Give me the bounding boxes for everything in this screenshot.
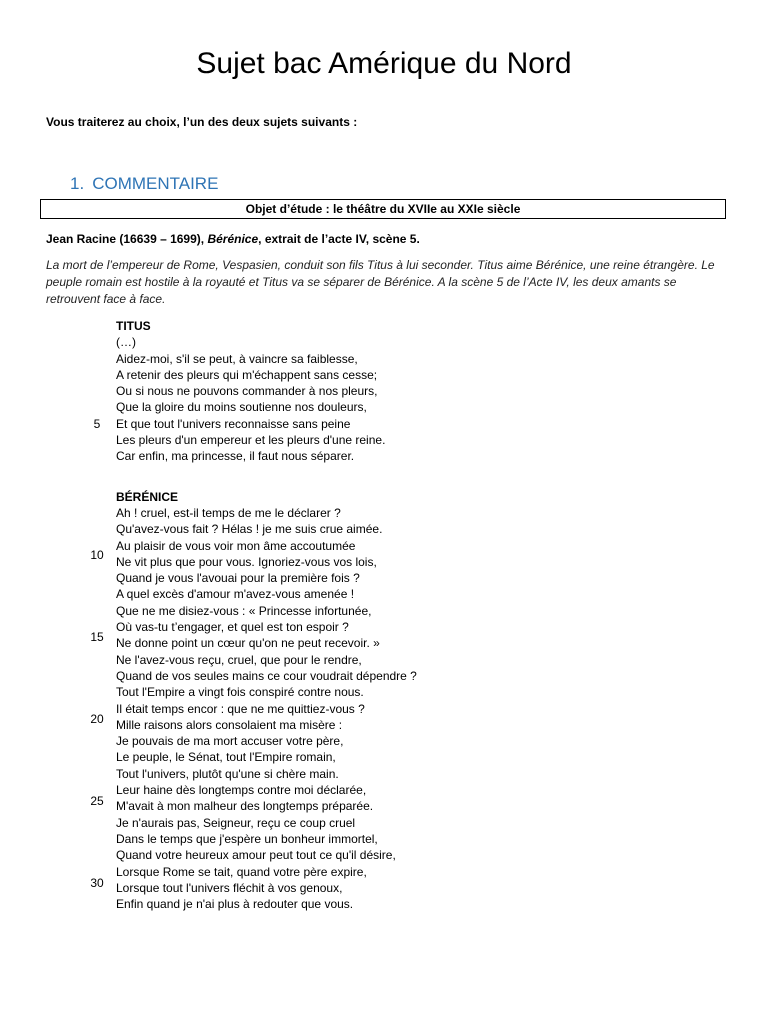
verse-line: Je pouvais de ma mort accuser votre père,	[116, 734, 344, 749]
verse-line: Quand votre heureux amour peut tout ce qu'il désire,	[116, 848, 396, 863]
summary-paragraph: La mort de l’empereur de Rome, Vespasien, conduit son fils Titus à lui seconder. Titus aime Bérénice, une reine étrangère. Le peuple romain est hostile à la royauté et Titus va se séparer de Bérénice. A la scène 5 de l’Acte IV, les deux amants se retrouvent face à face.	[46, 258, 715, 306]
verse-line: Qu'avez-vous fait ? Hélas ! je me suis crue aimée.	[116, 522, 383, 537]
berenice-block	[116, 489, 417, 913]
verse-line: (…)	[116, 335, 136, 350]
line-number: 10	[90, 548, 104, 562]
verse-line: Ne donne point un cœur qu'on ne peut recevoir. »	[116, 636, 380, 651]
verse-line: A quel excès d'amour m'avez-vous amenée !	[116, 587, 355, 602]
verse-line: Mille raisons alors consolaient ma misère :	[116, 717, 343, 732]
verse-line: Quand de vos seules mains ce cour voudrait dépendre ?	[116, 668, 417, 683]
verse-line: M'avait à mon malheur des longtemps préparée.	[116, 799, 374, 814]
verse-line: Ou si nous ne pouvons commander à nos pleurs,	[116, 384, 378, 399]
intro-text: Vous traiterez au choix, l’un des deux sujets suivants :	[46, 115, 358, 129]
verse-line: Au plaisir de vous voir mon âme accoutumée	[116, 538, 356, 553]
source-work-title: Bérénice	[207, 232, 259, 246]
verse-line: Les pleurs d'un empereur et les pleurs d'une reine.	[116, 433, 386, 448]
speaker-name: TITUS	[116, 319, 151, 333]
line-number: 20	[90, 712, 104, 726]
verse-line: Tout l'univers, plutôt qu'une si chère main.	[116, 766, 339, 781]
source-excerpt-info: , extrait de l’acte IV, scène 5.	[258, 232, 420, 246]
verse-line: Ne vit plus que pour vous. Ignoriez-vous vos lois,	[116, 554, 377, 569]
source-reference	[46, 231, 420, 247]
verse-line: Le peuple, le Sénat, tout l'Empire romain,	[116, 750, 336, 765]
verse-line: Il était temps encor : que ne me quittiez-vous ?	[116, 701, 365, 716]
verse-line: Tout l'Empire a vingt fois conspiré contre nous.	[116, 685, 364, 700]
line-number: 25	[90, 794, 104, 808]
verse-line: Quand je vous l'avouai pour la première fois ?	[116, 571, 360, 586]
verse-line: Ne l'avez-vous reçu, cruel, que pour le rendre,	[116, 652, 362, 667]
verse-line: A retenir des pleurs qui m'échappent sans cesse;	[116, 367, 378, 382]
verse-line: Dans le temps que j'espère un bonheur immortel,	[116, 831, 378, 846]
section-number: 1.	[70, 174, 85, 193]
verse-line: Enfin quand je n'ai plus à redouter que vous.	[116, 897, 354, 912]
study-object-text: Objet d’étude : le théâtre du XVIIe au XXIe siècle	[245, 202, 521, 216]
page-title: Sujet bac Amérique du Nord	[196, 47, 572, 80]
line-number: 30	[90, 876, 104, 890]
study-object-box	[40, 199, 726, 219]
poem-text	[116, 318, 417, 912]
verse-line: Que la gloire du moins soutienne nos douleurs,	[116, 400, 367, 415]
verse-line: Ah ! cruel, est-il temps de me le déclarer ?	[116, 505, 341, 520]
verse-line: Car enfin, ma princesse, il faut nous séparer.	[116, 449, 355, 464]
source-author: Jean Racine (16639 – 1699),	[46, 232, 205, 246]
line-number: 5	[93, 417, 101, 431]
verse-line: Que ne me disiez-vous : « Princesse infortunée,	[116, 603, 372, 618]
verse-line: Lorsque tout l'univers fléchit à vos genoux,	[116, 880, 343, 895]
section-heading	[70, 173, 218, 195]
speaker-name: BÉRÉNICE	[116, 489, 179, 504]
titus-block	[116, 318, 417, 465]
line-number: 15	[90, 630, 104, 644]
verse-line: Et que tout l'univers reconnaisse sans peine	[116, 416, 351, 431]
verse-line: Leur haine dès longtemps contre moi déclarée,	[116, 783, 367, 798]
section-label: COMMENTAIRE	[92, 174, 219, 193]
verse-line: Où vas-tu t’engager, et quel est ton espoir ?	[116, 620, 349, 635]
verse-line: Lorsque Rome se tait, quand votre père expire,	[116, 864, 367, 879]
verse-line: Je n'aurais pas, Seigneur, reçu ce coup cruel	[116, 815, 356, 830]
verse-line: Aidez-moi, s'il se peut, à vaincre sa faiblesse,	[116, 351, 358, 366]
